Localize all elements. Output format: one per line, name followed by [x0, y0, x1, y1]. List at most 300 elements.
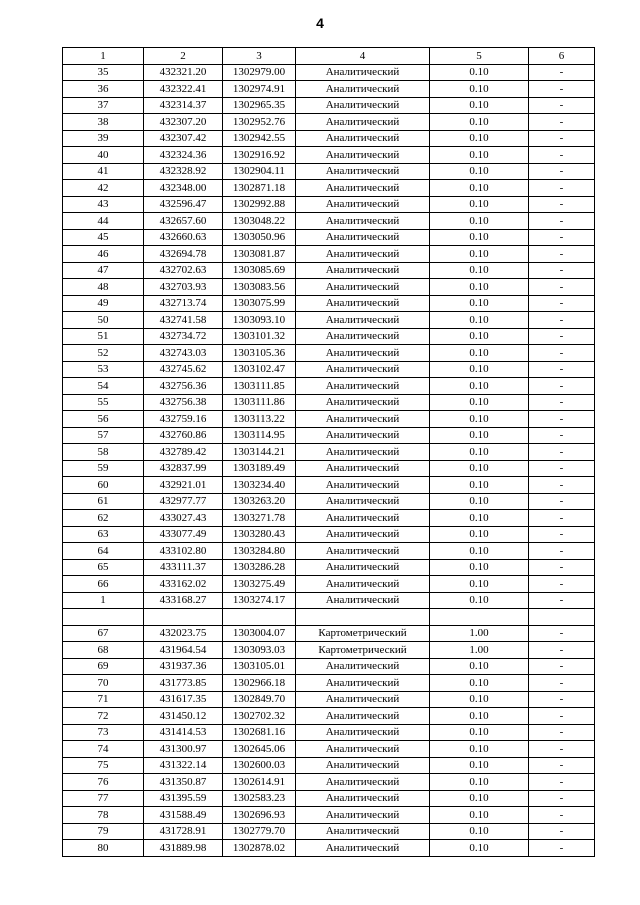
table-row: [63, 97, 595, 114]
accuracy-cell: 0.10: [430, 427, 529, 444]
y-coordinate-cell: 1302849.70: [223, 691, 296, 708]
table-row: [63, 196, 595, 213]
table-row: [63, 840, 595, 857]
point-number-cell: 47: [63, 262, 144, 279]
y-coordinate-cell: 1302779.70: [223, 823, 296, 840]
point-number-cell: 46: [63, 246, 144, 263]
method-cell: Аналитический: [296, 130, 430, 147]
method-cell: Аналитический: [296, 790, 430, 807]
note-cell: -: [529, 658, 595, 675]
accuracy-cell: 0.10: [430, 196, 529, 213]
x-coordinate-cell: 432713.74: [144, 295, 223, 312]
accuracy-cell: 0.10: [430, 526, 529, 543]
note-cell: -: [529, 427, 595, 444]
point-number-cell: 45: [63, 229, 144, 246]
y-coordinate-cell: 1303105.01: [223, 658, 296, 675]
column-header: 4: [296, 48, 430, 65]
point-number-cell: 44: [63, 213, 144, 230]
method-cell: Аналитический: [296, 97, 430, 114]
table-row: [63, 229, 595, 246]
method-cell: Аналитический: [296, 81, 430, 98]
point-number-cell: 36: [63, 81, 144, 98]
table-header-row: [63, 48, 595, 65]
x-coordinate-cell: 431322.14: [144, 757, 223, 774]
method-cell: Аналитический: [296, 180, 430, 197]
note-cell: -: [529, 493, 595, 510]
table-row: [63, 477, 595, 494]
note-cell: -: [529, 543, 595, 560]
note-cell: -: [529, 559, 595, 576]
accuracy-cell: 0.10: [430, 130, 529, 147]
point-number-cell: [63, 609, 144, 626]
accuracy-cell: 0.10: [430, 295, 529, 312]
note-cell: -: [529, 394, 595, 411]
accuracy-cell: 0.10: [430, 477, 529, 494]
x-coordinate-cell: 433102.80: [144, 543, 223, 560]
accuracy-cell: 0.10: [430, 114, 529, 131]
y-coordinate-cell: 1303114.95: [223, 427, 296, 444]
point-number-cell: 39: [63, 130, 144, 147]
table-row: [63, 361, 595, 378]
method-cell: Аналитический: [296, 757, 430, 774]
method-cell: Аналитический: [296, 493, 430, 510]
x-coordinate-cell: 431300.97: [144, 741, 223, 758]
method-cell: Картометрический: [296, 625, 430, 642]
point-number-cell: 41: [63, 163, 144, 180]
y-coordinate-cell: 1303275.49: [223, 576, 296, 593]
y-coordinate-cell: 1303111.86: [223, 394, 296, 411]
method-cell: [296, 609, 430, 626]
y-coordinate-cell: 1303102.47: [223, 361, 296, 378]
coordinates-table: [62, 47, 595, 857]
table-row: [63, 246, 595, 263]
accuracy-cell: 0.10: [430, 790, 529, 807]
y-coordinate-cell: 1303263.20: [223, 493, 296, 510]
accuracy-cell: 0.10: [430, 246, 529, 263]
method-cell: Аналитический: [296, 823, 430, 840]
table-row: [63, 147, 595, 164]
table-body: [63, 64, 595, 856]
table-row: [63, 460, 595, 477]
method-cell: Аналитический: [296, 246, 430, 263]
accuracy-cell: 0.10: [430, 708, 529, 725]
y-coordinate-cell: 1303280.43: [223, 526, 296, 543]
accuracy-cell: 0.10: [430, 675, 529, 692]
point-number-cell: 54: [63, 378, 144, 395]
table-row: [63, 279, 595, 296]
table-row: [63, 543, 595, 560]
accuracy-cell: 0.10: [430, 691, 529, 708]
x-coordinate-cell: 432789.42: [144, 444, 223, 461]
method-cell: Аналитический: [296, 543, 430, 560]
accuracy-cell: 0.10: [430, 774, 529, 791]
point-number-cell: 50: [63, 312, 144, 329]
x-coordinate-cell: 432702.63: [144, 262, 223, 279]
accuracy-cell: 0.10: [430, 180, 529, 197]
x-coordinate-cell: 432307.42: [144, 130, 223, 147]
x-coordinate-cell: 431414.53: [144, 724, 223, 741]
method-cell: Аналитический: [296, 807, 430, 824]
table-separator-row: [63, 609, 595, 626]
table-row: [63, 444, 595, 461]
table-row: [63, 295, 595, 312]
y-coordinate-cell: 1303075.99: [223, 295, 296, 312]
note-cell: -: [529, 246, 595, 263]
accuracy-cell: 0.10: [430, 510, 529, 527]
note-cell: -: [529, 378, 595, 395]
x-coordinate-cell: 432660.63: [144, 229, 223, 246]
y-coordinate-cell: 1303274.17: [223, 592, 296, 609]
method-cell: Аналитический: [296, 460, 430, 477]
method-cell: Аналитический: [296, 576, 430, 593]
x-coordinate-cell: 432322.41: [144, 81, 223, 98]
point-number-cell: 52: [63, 345, 144, 362]
note-cell: -: [529, 477, 595, 494]
y-coordinate-cell: 1303085.69: [223, 262, 296, 279]
column-header: 1: [63, 48, 144, 65]
point-number-cell: 49: [63, 295, 144, 312]
x-coordinate-cell: 432760.86: [144, 427, 223, 444]
y-coordinate-cell: 1303284.80: [223, 543, 296, 560]
point-number-cell: 74: [63, 741, 144, 758]
method-cell: Аналитический: [296, 394, 430, 411]
accuracy-cell: 0.10: [430, 807, 529, 824]
table-row: [63, 807, 595, 824]
y-coordinate-cell: 1302600.03: [223, 757, 296, 774]
note-cell: -: [529, 642, 595, 659]
table-row: [63, 757, 595, 774]
point-number-cell: 58: [63, 444, 144, 461]
method-cell: Аналитический: [296, 658, 430, 675]
accuracy-cell: 0.10: [430, 724, 529, 741]
note-cell: -: [529, 510, 595, 527]
method-cell: Аналитический: [296, 427, 430, 444]
x-coordinate-cell: 433162.02: [144, 576, 223, 593]
point-number-cell: 80: [63, 840, 144, 857]
accuracy-cell: 0.10: [430, 361, 529, 378]
table-row: [63, 592, 595, 609]
y-coordinate-cell: 1302904.11: [223, 163, 296, 180]
y-coordinate-cell: 1302942.55: [223, 130, 296, 147]
x-coordinate-cell: 432324.36: [144, 147, 223, 164]
method-cell: Аналитический: [296, 312, 430, 329]
x-coordinate-cell: 432756.38: [144, 394, 223, 411]
note-cell: -: [529, 526, 595, 543]
table-row: [63, 658, 595, 675]
x-coordinate-cell: 432837.99: [144, 460, 223, 477]
y-coordinate-cell: 1302681.16: [223, 724, 296, 741]
table-row: [63, 559, 595, 576]
accuracy-cell: [430, 609, 529, 626]
y-coordinate-cell: 1302952.76: [223, 114, 296, 131]
table-row: [63, 576, 595, 593]
method-cell: Аналитический: [296, 114, 430, 131]
table-row: [63, 411, 595, 428]
note-cell: -: [529, 130, 595, 147]
note-cell: -: [529, 757, 595, 774]
note-cell: -: [529, 279, 595, 296]
x-coordinate-cell: 431728.91: [144, 823, 223, 840]
method-cell: Аналитический: [296, 411, 430, 428]
accuracy-cell: 1.00: [430, 625, 529, 642]
table-row: [63, 510, 595, 527]
y-coordinate-cell: 1302916.92: [223, 147, 296, 164]
column-header: 5: [430, 48, 529, 65]
table-row: [63, 262, 595, 279]
point-number-cell: 53: [63, 361, 144, 378]
accuracy-cell: 0.10: [430, 279, 529, 296]
x-coordinate-cell: 432734.72: [144, 328, 223, 345]
accuracy-cell: 0.10: [430, 658, 529, 675]
accuracy-cell: 0.10: [430, 262, 529, 279]
table-row: [63, 64, 595, 81]
y-coordinate-cell: 1303093.03: [223, 642, 296, 659]
y-coordinate-cell: [223, 609, 296, 626]
accuracy-cell: 0.10: [430, 411, 529, 428]
table-row: [63, 675, 595, 692]
y-coordinate-cell: 1303234.40: [223, 477, 296, 494]
x-coordinate-cell: 432921.01: [144, 477, 223, 494]
method-cell: Аналитический: [296, 229, 430, 246]
note-cell: -: [529, 592, 595, 609]
point-number-cell: 40: [63, 147, 144, 164]
accuracy-cell: 0.10: [430, 64, 529, 81]
table-row: [63, 741, 595, 758]
table-row: [63, 691, 595, 708]
note-cell: -: [529, 823, 595, 840]
x-coordinate-cell: 432321.20: [144, 64, 223, 81]
accuracy-cell: 0.10: [430, 592, 529, 609]
y-coordinate-cell: 1302871.18: [223, 180, 296, 197]
note-cell: -: [529, 262, 595, 279]
column-header: 6: [529, 48, 595, 65]
method-cell: Аналитический: [296, 147, 430, 164]
note-cell: -: [529, 196, 595, 213]
point-number-cell: 72: [63, 708, 144, 725]
x-coordinate-cell: 431450.12: [144, 708, 223, 725]
y-coordinate-cell: 1302614.91: [223, 774, 296, 791]
accuracy-cell: 0.10: [430, 460, 529, 477]
method-cell: Аналитический: [296, 444, 430, 461]
accuracy-cell: 0.10: [430, 757, 529, 774]
note-cell: -: [529, 295, 595, 312]
accuracy-cell: 0.10: [430, 328, 529, 345]
method-cell: Аналитический: [296, 774, 430, 791]
point-number-cell: 38: [63, 114, 144, 131]
note-cell: -: [529, 229, 595, 246]
table-row: [63, 81, 595, 98]
note-cell: -: [529, 741, 595, 758]
method-cell: Аналитический: [296, 691, 430, 708]
x-coordinate-cell: 432756.36: [144, 378, 223, 395]
x-coordinate-cell: 431964.54: [144, 642, 223, 659]
x-coordinate-cell: 431889.98: [144, 840, 223, 857]
x-coordinate-cell: 431350.87: [144, 774, 223, 791]
point-number-cell: 79: [63, 823, 144, 840]
note-cell: -: [529, 81, 595, 98]
x-coordinate-cell: 432694.78: [144, 246, 223, 263]
y-coordinate-cell: 1303113.22: [223, 411, 296, 428]
x-coordinate-cell: 432977.77: [144, 493, 223, 510]
y-coordinate-cell: 1302965.35: [223, 97, 296, 114]
point-number-cell: 75: [63, 757, 144, 774]
y-coordinate-cell: 1303271.78: [223, 510, 296, 527]
method-cell: Аналитический: [296, 361, 430, 378]
x-coordinate-cell: 431395.59: [144, 790, 223, 807]
page-number: 4: [316, 15, 324, 31]
table-row: [63, 823, 595, 840]
note-cell: -: [529, 790, 595, 807]
method-cell: Аналитический: [296, 840, 430, 857]
point-number-cell: 61: [63, 493, 144, 510]
table-row: [63, 378, 595, 395]
accuracy-cell: 0.10: [430, 81, 529, 98]
accuracy-cell: 0.10: [430, 741, 529, 758]
table-row: [63, 114, 595, 131]
x-coordinate-cell: 432741.58: [144, 312, 223, 329]
y-coordinate-cell: 1303050.96: [223, 229, 296, 246]
point-number-cell: 67: [63, 625, 144, 642]
x-coordinate-cell: 431588.49: [144, 807, 223, 824]
note-cell: -: [529, 840, 595, 857]
accuracy-cell: 0.10: [430, 493, 529, 510]
x-coordinate-cell: 432348.00: [144, 180, 223, 197]
table-row: [63, 774, 595, 791]
note-cell: -: [529, 724, 595, 741]
accuracy-cell: 1.00: [430, 642, 529, 659]
y-coordinate-cell: 1302966.18: [223, 675, 296, 692]
y-coordinate-cell: 1303286.28: [223, 559, 296, 576]
note-cell: -: [529, 114, 595, 131]
table-row: [63, 642, 595, 659]
y-coordinate-cell: 1303083.56: [223, 279, 296, 296]
point-number-cell: 69: [63, 658, 144, 675]
y-coordinate-cell: 1303144.21: [223, 444, 296, 461]
note-cell: -: [529, 444, 595, 461]
point-number-cell: 1: [63, 592, 144, 609]
x-coordinate-cell: 431937.36: [144, 658, 223, 675]
note-cell: -: [529, 180, 595, 197]
x-coordinate-cell: 432745.62: [144, 361, 223, 378]
x-coordinate-cell: 432307.20: [144, 114, 223, 131]
accuracy-cell: 0.10: [430, 312, 529, 329]
note-cell: -: [529, 312, 595, 329]
point-number-cell: 65: [63, 559, 144, 576]
x-coordinate-cell: 432314.37: [144, 97, 223, 114]
note-cell: -: [529, 691, 595, 708]
point-number-cell: 51: [63, 328, 144, 345]
method-cell: Аналитический: [296, 510, 430, 527]
accuracy-cell: 0.10: [430, 576, 529, 593]
point-number-cell: 35: [63, 64, 144, 81]
x-coordinate-cell: 433168.27: [144, 592, 223, 609]
accuracy-cell: 0.10: [430, 823, 529, 840]
table-row: [63, 625, 595, 642]
note-cell: -: [529, 345, 595, 362]
x-coordinate-cell: 432023.75: [144, 625, 223, 642]
y-coordinate-cell: 1302979.00: [223, 64, 296, 81]
point-number-cell: 48: [63, 279, 144, 296]
column-header: 2: [144, 48, 223, 65]
table-row: [63, 180, 595, 197]
method-cell: Аналитический: [296, 328, 430, 345]
y-coordinate-cell: 1303189.49: [223, 460, 296, 477]
accuracy-cell: 0.10: [430, 378, 529, 395]
point-number-cell: 63: [63, 526, 144, 543]
method-cell: Аналитический: [296, 64, 430, 81]
method-cell: Аналитический: [296, 741, 430, 758]
note-cell: -: [529, 576, 595, 593]
method-cell: Аналитический: [296, 279, 430, 296]
point-number-cell: 37: [63, 97, 144, 114]
note-cell: -: [529, 328, 595, 345]
accuracy-cell: 0.10: [430, 163, 529, 180]
y-coordinate-cell: 1302974.91: [223, 81, 296, 98]
x-coordinate-cell: 432759.16: [144, 411, 223, 428]
table-row: [63, 328, 595, 345]
note-cell: -: [529, 97, 595, 114]
point-number-cell: 70: [63, 675, 144, 692]
x-coordinate-cell: 433027.43: [144, 510, 223, 527]
column-header: 3: [223, 48, 296, 65]
point-number-cell: 59: [63, 460, 144, 477]
method-cell: Аналитический: [296, 345, 430, 362]
table-row: [63, 163, 595, 180]
table-row: [63, 708, 595, 725]
method-cell: Аналитический: [296, 708, 430, 725]
accuracy-cell: 0.10: [430, 543, 529, 560]
note-cell: -: [529, 147, 595, 164]
accuracy-cell: 0.10: [430, 394, 529, 411]
table-row: [63, 526, 595, 543]
point-number-cell: 62: [63, 510, 144, 527]
accuracy-cell: 0.10: [430, 840, 529, 857]
note-cell: -: [529, 675, 595, 692]
note-cell: -: [529, 163, 595, 180]
note-cell: -: [529, 213, 595, 230]
note-cell: -: [529, 361, 595, 378]
point-number-cell: 77: [63, 790, 144, 807]
point-number-cell: 55: [63, 394, 144, 411]
x-coordinate-cell: [144, 609, 223, 626]
y-coordinate-cell: 1303081.87: [223, 246, 296, 263]
table-row: [63, 394, 595, 411]
x-coordinate-cell: 431773.85: [144, 675, 223, 692]
y-coordinate-cell: 1302696.93: [223, 807, 296, 824]
y-coordinate-cell: 1302878.02: [223, 840, 296, 857]
y-coordinate-cell: 1302702.32: [223, 708, 296, 725]
method-cell: Аналитический: [296, 196, 430, 213]
y-coordinate-cell: 1303004.07: [223, 625, 296, 642]
method-cell: Аналитический: [296, 592, 430, 609]
x-coordinate-cell: 433111.37: [144, 559, 223, 576]
method-cell: Аналитический: [296, 262, 430, 279]
method-cell: Аналитический: [296, 724, 430, 741]
point-number-cell: 56: [63, 411, 144, 428]
point-number-cell: 60: [63, 477, 144, 494]
table-row: [63, 790, 595, 807]
point-number-cell: 76: [63, 774, 144, 791]
x-coordinate-cell: 431617.35: [144, 691, 223, 708]
accuracy-cell: 0.10: [430, 147, 529, 164]
method-cell: Аналитический: [296, 477, 430, 494]
table-row: [63, 427, 595, 444]
method-cell: Картометрический: [296, 642, 430, 659]
point-number-cell: 43: [63, 196, 144, 213]
table-row: [63, 724, 595, 741]
point-number-cell: 66: [63, 576, 144, 593]
y-coordinate-cell: 1302992.88: [223, 196, 296, 213]
